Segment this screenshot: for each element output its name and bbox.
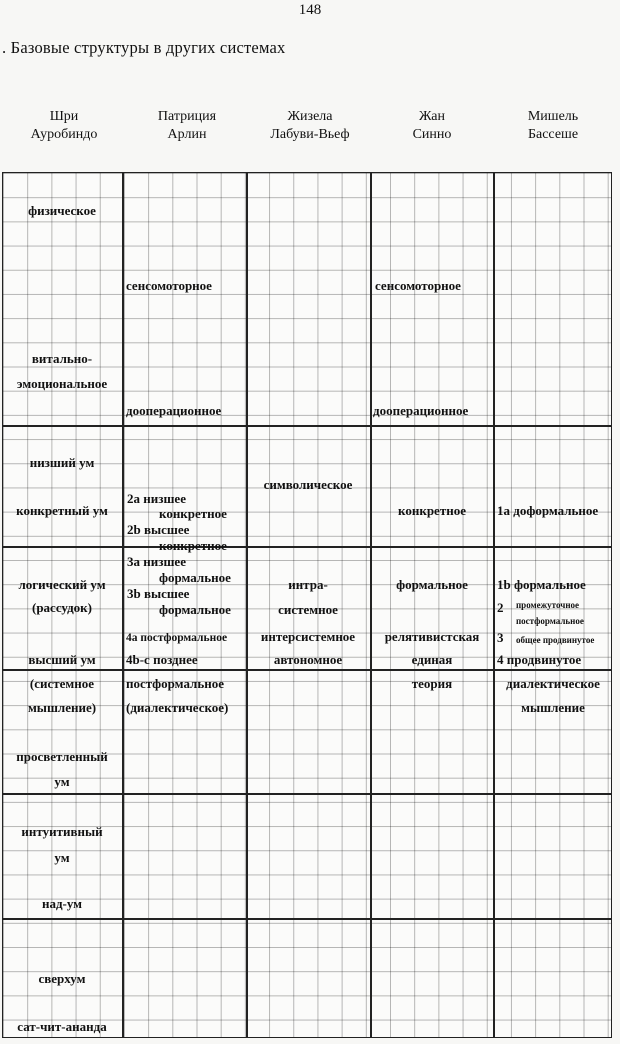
arlin-cell: конкретное	[159, 506, 227, 521]
basseches-cell: 2	[497, 600, 504, 615]
aurobindo-cell: (системное	[29, 676, 95, 691]
aurobindo-cell: эмоциональное	[16, 376, 108, 391]
aurobindo-cell: витально-	[31, 351, 93, 366]
aurobindo-cell: высший ум	[28, 652, 96, 667]
aurobindo-cell: интуитивный	[21, 824, 103, 839]
page-title: . Базовые структуры в других системах	[2, 38, 286, 57]
column-header-line: Ауробиндо	[30, 127, 98, 142]
aurobindo-cell: сверхум	[38, 971, 86, 986]
column-header-aurobindo	[8, 108, 120, 144]
arlin-cell: 2b высшее	[127, 522, 190, 537]
column-header-basseches	[494, 108, 612, 144]
aurobindo-cell: над-ум	[41, 896, 83, 911]
arlin-cell: формальное	[159, 570, 231, 585]
column-header-line: Мишель	[527, 109, 579, 124]
row-divider	[2, 425, 612, 427]
arlin-cell: дооперационное	[126, 403, 222, 418]
column-divider	[493, 172, 495, 1038]
basseches-cell: 4 продвинутое	[497, 652, 582, 667]
basseches-cell: диалектическое	[506, 676, 600, 691]
sinnott-cell: релятивистская	[384, 629, 480, 644]
basseches-cell: 1b формальное	[497, 577, 586, 592]
labouvie-cell: интра-	[288, 577, 328, 592]
page-number: 148	[298, 2, 322, 18]
aurobindo-cell: просветленный	[16, 749, 108, 764]
column-divider	[122, 172, 124, 1038]
arlin-cell: 3b высшее	[127, 586, 190, 601]
arlin-cell: (диалектическое)	[126, 700, 229, 715]
labouvie-cell: автономное	[273, 652, 343, 667]
row-divider	[2, 669, 612, 671]
sinnott-cell: дооперационное	[373, 403, 469, 418]
row-divider	[2, 546, 612, 548]
sinnott-cell: конкретное	[398, 503, 466, 518]
column-header-line: Синно	[412, 127, 452, 142]
column-header-line: Бассеше	[527, 127, 579, 142]
sinnott-cell: теория	[411, 676, 453, 691]
row-divider	[2, 918, 612, 920]
arlin-cell: 4a постформальное	[126, 632, 228, 644]
labouvie-cell: системное	[278, 602, 338, 617]
column-header-line: Жан	[419, 109, 445, 124]
column-header-line: Арлин	[167, 127, 207, 142]
column-header-line: Жизела	[287, 109, 333, 124]
labouvie-cell: символическое	[263, 477, 353, 492]
basseches-cell: постформальное	[516, 616, 584, 626]
sinnott-cell: единая	[411, 652, 453, 667]
column-header-line: Патриция	[157, 109, 217, 124]
basseches-cell: промежуточное	[516, 600, 579, 610]
arlin-cell: конкретное	[159, 538, 227, 553]
arlin-cell: формальное	[159, 602, 231, 617]
arlin-cell: постформальное	[126, 676, 224, 691]
aurobindo-cell: сат-чит-ананда	[17, 1019, 107, 1034]
basseches-cell: мышление	[521, 700, 585, 715]
row-divider	[2, 793, 612, 795]
column-header-line: Шри	[49, 109, 79, 124]
arlin-cell: 4b-c позднее	[126, 652, 198, 667]
basseches-cell: 3	[497, 630, 504, 645]
aurobindo-cell: низший ум	[29, 455, 95, 470]
aurobindo-cell: ум	[54, 850, 70, 865]
aurobindo-cell: логический ум	[18, 577, 106, 592]
basseches-cell: общее продвинутое	[516, 635, 595, 645]
arlin-cell: сенсомоторное	[126, 278, 212, 293]
sinnott-cell: формальное	[396, 577, 468, 592]
basseches-cell: 1a доформальное	[497, 503, 599, 518]
column-header-line: Лабуви-Вьеф	[270, 127, 350, 142]
aurobindo-cell: физическое	[28, 203, 96, 218]
arlin-cell: 2a низшее	[127, 491, 186, 506]
column-header-sinnott	[372, 108, 492, 144]
aurobindo-cell: ум	[54, 774, 70, 789]
sinnott-cell: сенсомоторное	[375, 278, 461, 293]
column-divider	[370, 172, 372, 1038]
aurobindo-cell: конкретный ум	[16, 503, 108, 518]
aurobindo-cell: (рассудок)	[31, 600, 92, 615]
column-header-labouvie	[250, 108, 370, 144]
labouvie-cell: интерсистемное	[260, 629, 356, 644]
arlin-cell: 3a низшее	[127, 554, 186, 569]
column-header-arlin	[128, 108, 246, 144]
aurobindo-cell: мышление)	[27, 700, 97, 715]
